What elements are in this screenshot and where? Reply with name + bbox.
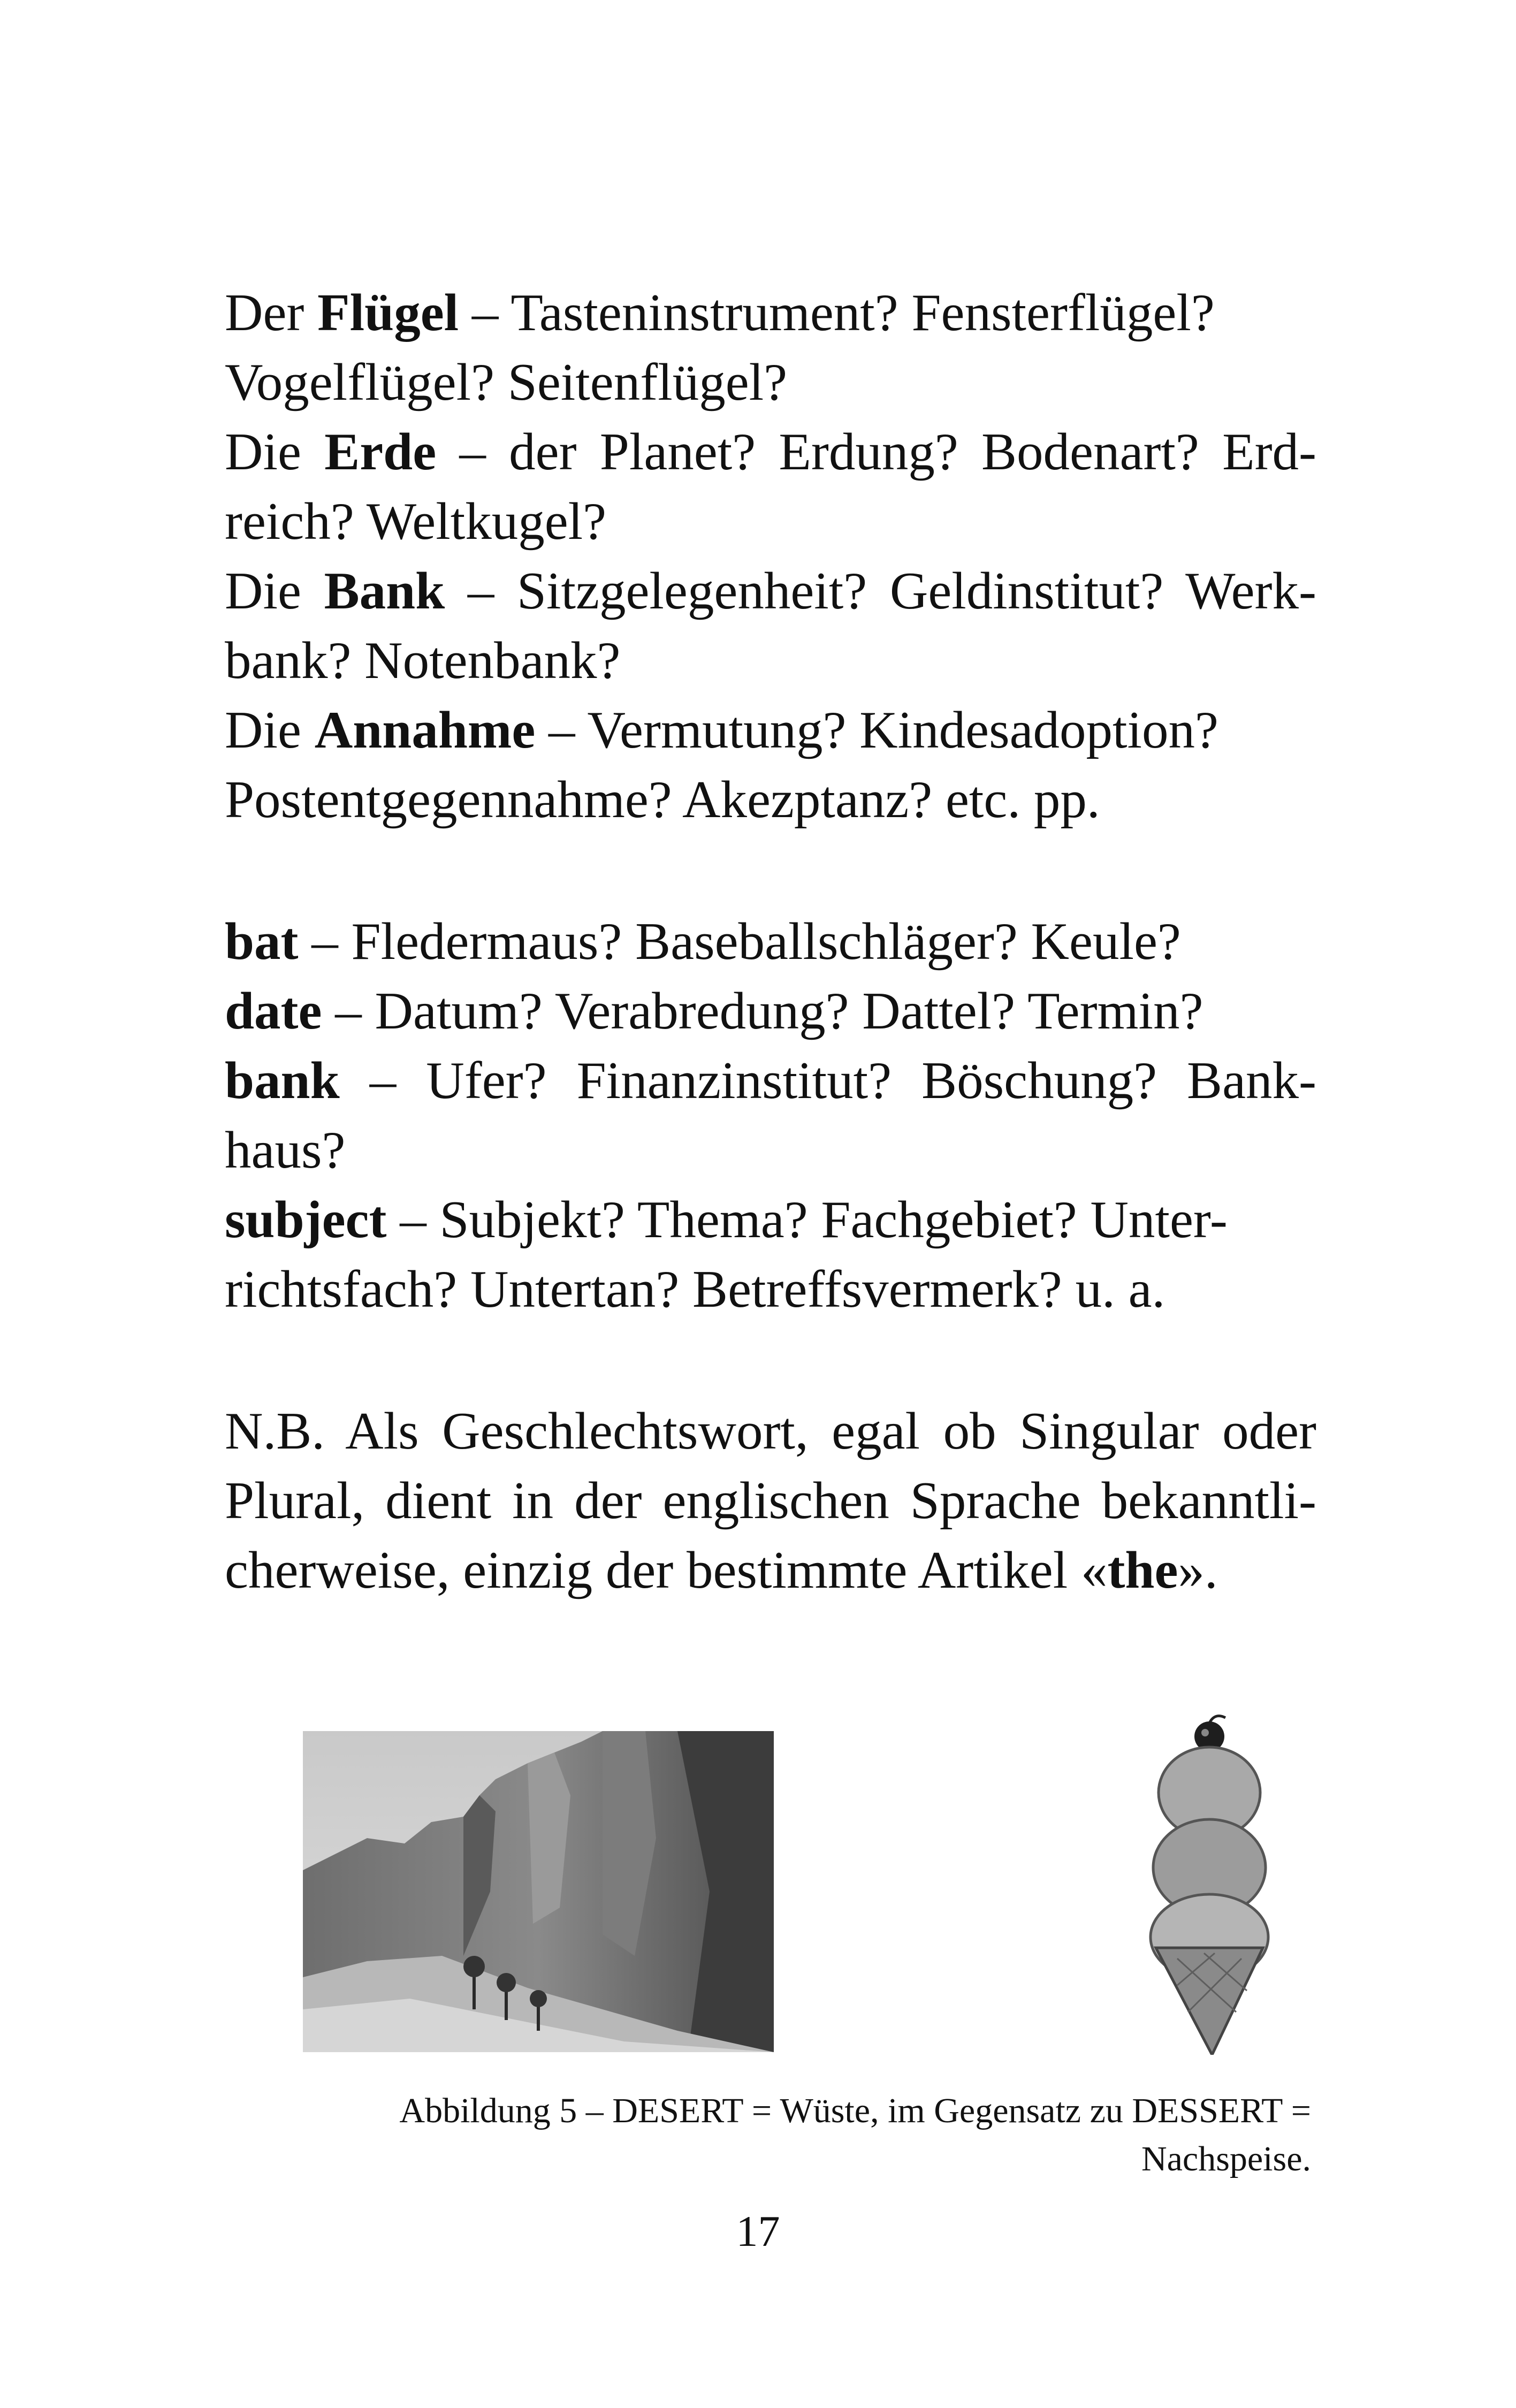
text-line — [225, 907, 1316, 977]
text-run: – Vermutung? Kindesadoption? — [535, 701, 1219, 759]
text-line: richtsfach? Untertan? Betreffsvermerk? u. a. — [225, 1260, 1165, 1319]
text-run: ». — [1178, 1541, 1218, 1599]
bold-term: Bank — [324, 562, 445, 620]
bold-term: Erde — [324, 423, 437, 481]
text-run: – Subjekt? Thema? Fachgebiet? Unter- — [386, 1191, 1228, 1249]
bold-term: bank — [225, 1051, 340, 1110]
bold-term: subject — [225, 1191, 387, 1249]
text-line: N.B. Als Geschlechtswort, egal ob Singular oder — [225, 1402, 1316, 1460]
text-line: Plural, dient in der englischen Sprache bekanntli- — [225, 1472, 1316, 1530]
text-run: Der — [225, 284, 318, 342]
text-line: Vogelflügel? Seitenflügel? — [225, 353, 788, 412]
figure-caption-line: Nachspeise. — [1141, 2139, 1311, 2178]
text-line: bank? Notenbank? — [225, 631, 621, 690]
text-line: reich? Weltkugel? — [225, 492, 607, 551]
text-run: cherweise, einzig der bestimmte Artikel « — [225, 1541, 1108, 1599]
text-line — [225, 1046, 1316, 1116]
text-line — [225, 977, 1316, 1046]
page-number: 17 — [736, 2207, 780, 2255]
bold-term: Annahme — [314, 701, 536, 759]
ice-cream-icon — [1145, 1712, 1274, 2055]
text-run: – Ufer? Finanzinstitut? Böschung? Bank- — [339, 1051, 1316, 1110]
ice-cream-cone-illustration — [1145, 1712, 1274, 2055]
text-line — [225, 1185, 1316, 1255]
text-line: haus? — [225, 1121, 346, 1179]
bold-term: bat — [225, 912, 299, 971]
text-line — [225, 278, 1316, 348]
text-run: – der Planet? Erdung? Bodenart? Erd- — [436, 423, 1316, 481]
text-run: Die — [225, 701, 315, 759]
text-line — [225, 557, 1316, 626]
bold-term: the — [1107, 1541, 1178, 1599]
desert-photo — [303, 1731, 774, 2052]
text-run: – Fledermaus? Baseballschläger? Keule? — [298, 912, 1181, 971]
text-run: – Sitzgelegenheit? Geldinstitut? Werk- — [445, 562, 1316, 620]
text-run: – Datum? Verabredung? Dattel? Termin? — [322, 982, 1203, 1040]
text-run: Die — [225, 423, 325, 481]
text-line: Postentgegennahme? Akezptanz? etc. pp. — [225, 771, 1100, 829]
text-line — [225, 696, 1316, 765]
text-run: – Tasteninstrument? Fensterflügel? — [459, 284, 1215, 342]
figure-caption-line: Abbildung 5 – DESERT = Wüste, im Gegensatz zu DESSERT = — [399, 2091, 1311, 2130]
text-run: Die — [225, 562, 324, 620]
text-line — [225, 1536, 1316, 1605]
desert-rock-illustration — [303, 1731, 774, 2052]
bold-term: date — [225, 982, 322, 1040]
bold-term: Flügel — [317, 284, 459, 342]
text-line — [225, 417, 1316, 487]
